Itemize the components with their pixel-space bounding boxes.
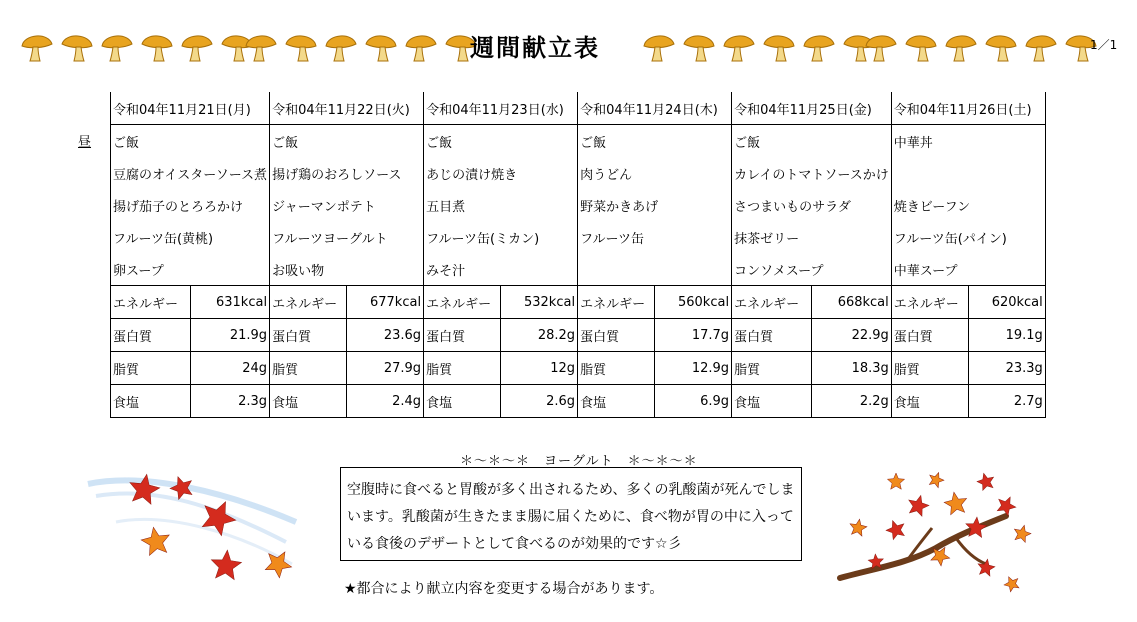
nutrient-value: 2.3g (190, 385, 270, 418)
day-date: 令和04年11月24日(木) (578, 92, 732, 125)
dish-item: ご飯 (732, 125, 892, 158)
dish-item: フルーツ缶(黄桃) (111, 221, 270, 253)
dish-item: 卵スープ (111, 253, 270, 286)
mushroom-icon (800, 30, 838, 64)
mushroom-border-left-2 (242, 30, 480, 64)
nutrient-value: 620kcal (968, 286, 1045, 319)
mushroom-icon (1022, 30, 1060, 64)
dish-item: 中華スープ (891, 253, 1045, 286)
dish-item: ご飯 (424, 125, 578, 158)
nutrient-value: 12.9g (655, 352, 732, 385)
nutrient-label: 蛋白質 (891, 319, 968, 352)
dish-item: フルーツヨーグルト (270, 221, 424, 253)
dish-item: 五目煮 (424, 189, 578, 221)
nutrient-label: 蛋白質 (578, 319, 655, 352)
nutrient-value: 560kcal (655, 286, 732, 319)
nutrient-value: 6.9g (655, 385, 732, 418)
nutrient-label: 蛋白質 (270, 319, 347, 352)
dish-item: 揚げ茄子のとろろかけ (111, 189, 270, 221)
note-title: ＊～＊～＊ ヨーグルト ＊～＊～＊ (460, 454, 698, 469)
maple-branch-right-icon (836, 468, 1036, 598)
nutrient-label: 脂質 (111, 352, 191, 385)
nutrient-label: 食塩 (424, 385, 501, 418)
page-number: 1／1 (1090, 38, 1118, 52)
dish-item: 豆腐のオイスターソース煮 (111, 157, 270, 189)
mushroom-icon (862, 30, 900, 64)
nutrient-value: 19.1g (968, 319, 1045, 352)
mushroom-border-left-1 (18, 30, 256, 64)
nutrient-value: 28.2g (501, 319, 578, 352)
nutrient-value: 24g (190, 352, 270, 385)
mushroom-icon (322, 30, 360, 64)
nutrient-value: 2.7g (968, 385, 1045, 418)
dish-item: あじの漬け焼き (424, 157, 578, 189)
mushroom-icon (282, 30, 320, 64)
dish-item: 野菜かきあげ (578, 189, 732, 221)
footer-notice: ★都合により献立内容を変更する場合があります。 (344, 581, 664, 597)
dish-item: 抹茶ゼリー (732, 221, 892, 253)
nutrient-label: エネルギー (891, 286, 968, 319)
nutrient-value: 532kcal (501, 286, 578, 319)
nutrient-value: 22.9g (811, 319, 891, 352)
mushroom-icon (362, 30, 400, 64)
dish-item: ご飯 (111, 125, 270, 158)
nutrient-label: 食塩 (111, 385, 191, 418)
mushroom-icon (58, 30, 96, 64)
nutrient-value: 668kcal (811, 286, 891, 319)
nutrient-value: 27.9g (347, 352, 424, 385)
day-date: 令和04年11月26日(土) (891, 92, 1045, 125)
menu-table (110, 92, 1046, 418)
mushroom-icon (982, 30, 1020, 64)
nutrient-label: 脂質 (424, 352, 501, 385)
maple-leaves-left-icon (86, 462, 306, 592)
day-date: 令和04年11月22日(火) (270, 92, 424, 125)
dish-item: 揚げ鶏のおろしソース (270, 157, 424, 189)
day-date: 令和04年11月21日(月) (111, 92, 270, 125)
dish-item: ご飯 (270, 125, 424, 158)
dish-item: お吸い物 (270, 253, 424, 286)
mushroom-icon (942, 30, 980, 64)
nutrient-value: 2.2g (811, 385, 891, 418)
nutrient-label: 脂質 (578, 352, 655, 385)
nutrient-value: 23.3g (968, 352, 1045, 385)
nutrient-value: 17.7g (655, 319, 732, 352)
dish-item: 中華丼 (891, 125, 1045, 158)
dish-item (578, 253, 732, 286)
dish-item: フルーツ缶(パイン) (891, 221, 1045, 253)
nutrient-label: 食塩 (732, 385, 812, 418)
nutrient-label: エネルギー (270, 286, 347, 319)
dish-item: ジャーマンポテト (270, 189, 424, 221)
page-title: 週間献立表 (470, 34, 600, 62)
mushroom-icon (640, 30, 678, 64)
dish-item: さつまいものサラダ (732, 189, 892, 221)
mushroom-icon (402, 30, 440, 64)
nutrient-value: 677kcal (347, 286, 424, 319)
mushroom-icon (720, 30, 758, 64)
dish-item: 焼きビーフン (891, 189, 1045, 221)
mushroom-border-right-1 (640, 30, 878, 64)
nutrient-value: 2.6g (501, 385, 578, 418)
day-date: 令和04年11月25日(金) (732, 92, 892, 125)
mushroom-icon (760, 30, 798, 64)
nutrient-label: 食塩 (270, 385, 347, 418)
nutrient-value: 12g (501, 352, 578, 385)
mushroom-icon (18, 30, 56, 64)
day-date: 令和04年11月23日(水) (424, 92, 578, 125)
nutrient-value: 21.9g (190, 319, 270, 352)
mushroom-icon (680, 30, 718, 64)
nutrient-label: エネルギー (424, 286, 501, 319)
nutrient-label: 脂質 (891, 352, 968, 385)
nutrient-label: 蛋白質 (424, 319, 501, 352)
mushroom-icon (138, 30, 176, 64)
nutrient-value: 2.4g (347, 385, 424, 418)
nutrient-label: 脂質 (732, 352, 812, 385)
nutrient-value: 631kcal (190, 286, 270, 319)
nutrient-label: エネルギー (111, 286, 191, 319)
nutrient-label: エネルギー (578, 286, 655, 319)
dish-item: フルーツ缶 (578, 221, 732, 253)
mushroom-border-right-2 (862, 30, 1100, 64)
note-box (340, 467, 802, 561)
nutrient-label: 蛋白質 (732, 319, 812, 352)
nutrient-value: 23.6g (347, 319, 424, 352)
dish-item: カレイのトマトソースかけ (732, 157, 892, 189)
nutrient-label: エネルギー (732, 286, 812, 319)
dish-item: 肉うどん (578, 157, 732, 189)
nutrient-label: 食塩 (578, 385, 655, 418)
mushroom-icon (98, 30, 136, 64)
nutrient-value: 18.3g (811, 352, 891, 385)
note-line: います。乳酸菌が生きたまま腸に届くために、食べ物が胃の中に入って (347, 509, 794, 525)
mushroom-icon (242, 30, 280, 64)
dish-item: コンソメスープ (732, 253, 892, 286)
nutrient-label: 脂質 (270, 352, 347, 385)
dish-item: みそ汁 (424, 253, 578, 286)
meal-label-lunch: 昼 (78, 135, 92, 150)
nutrient-label: 食塩 (891, 385, 968, 418)
note-line: いる食後のデザートとして食べるのが効果的です☆彡 (347, 536, 682, 552)
note-line: 空腹時に食べると胃酸が多く出されるため、多くの乳酸菌が死んでしま (347, 482, 795, 498)
mushroom-icon (902, 30, 940, 64)
dish-item: ご飯 (578, 125, 732, 158)
nutrient-label: 蛋白質 (111, 319, 191, 352)
mushroom-icon (178, 30, 216, 64)
dish-item (891, 157, 1045, 189)
dish-item: フルーツ缶(ミカン) (424, 221, 578, 253)
